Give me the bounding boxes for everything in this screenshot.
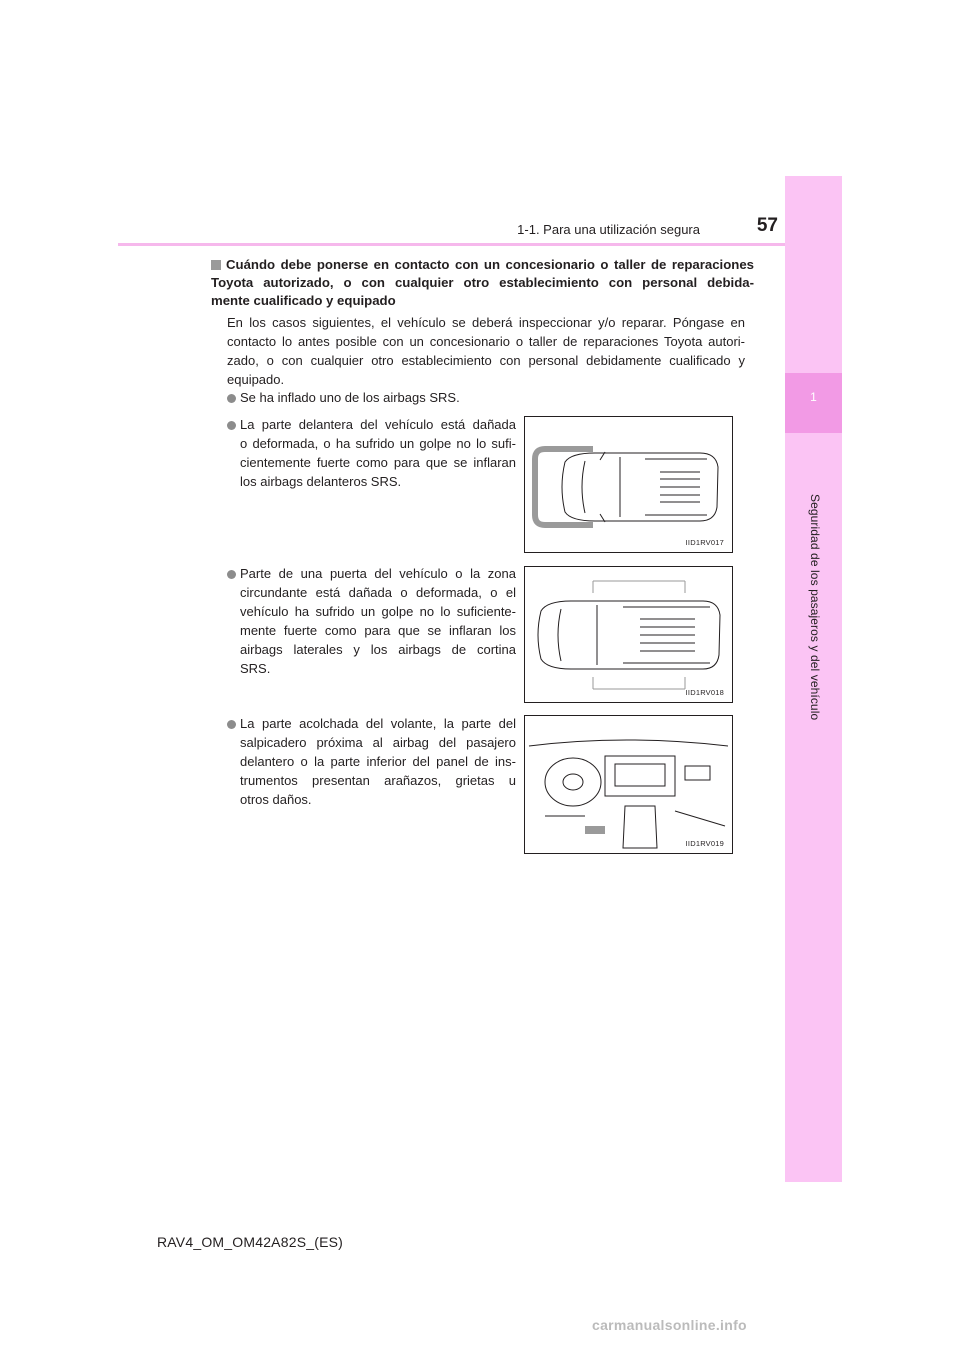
bullet-icon	[227, 570, 236, 579]
bullet-item-3: Parte de una puerta del vehículo o la zona circundante está dañada o deformada, o el vehículo ha sufrido un golpe no lo suficiente- mente fuerte como para que se inflaran los airbags laterales y los airbags de cortina SRS.	[240, 566, 516, 676]
car-top-view-side-icon	[525, 567, 732, 702]
figure-front-impact	[524, 416, 733, 553]
heading-line-1: Cuándo debe ponerse en contacto con un concesionario o taller de reparaciones	[211, 256, 754, 274]
figure-dashboard	[524, 715, 733, 854]
bullet-item-2: La parte delantera del vehículo está dañada o deformada, o ha sufrido un golpe no lo sufi- cientemente fuerte como para que se inflaran los airbags delanteros SRS.	[240, 417, 516, 489]
figure-code: IID1RV017	[685, 538, 724, 547]
chapter-number: 1	[810, 390, 817, 404]
figure-code: IID1RV018	[685, 688, 724, 697]
figure-side-impact	[524, 566, 733, 703]
section-heading	[211, 256, 754, 310]
bullet-icon	[227, 421, 236, 430]
header-rule	[118, 243, 785, 246]
running-header-section: 1-1. Para una utilización segura	[517, 222, 700, 237]
heading-marker-icon	[211, 256, 226, 274]
dashboard-interior-icon	[525, 716, 732, 853]
bullet-icon	[227, 394, 236, 403]
page-number: 57	[756, 215, 778, 236]
watermark: carmanualsonline.info	[592, 1317, 747, 1333]
car-top-view-front-icon	[525, 417, 732, 552]
figure-code: IID1RV019	[685, 839, 724, 848]
bullet-icon	[227, 720, 236, 729]
chapter-title-vertical: Seguridad de los pasajeros y del vehículo	[808, 494, 822, 721]
bullet-item-1: Se ha inflado uno de los airbags SRS.	[240, 390, 460, 405]
intro-paragraph: En los casos siguientes, el vehículo se deberá inspeccionar y/o reparar. Póngase en contacto lo antes posible con un concesionario o taller de reparaciones Toyota autori- zado, o con cualquier otro establecimiento con personal debidamente cualificado y equipado.	[227, 315, 745, 387]
footer-model-code: RAV4_OM_OM42A82S_(ES)	[157, 1234, 344, 1250]
heading-line-2: Toyota autorizado, o con cualquier otro establecimiento con personal debida-	[211, 275, 754, 290]
heading-line-3: mente cualificado y equipado	[211, 293, 396, 308]
bullet-item-4: La parte acolchada del volante, la parte del salpicadero próxima al airbag del pasajero delantero o la parte inferior del panel de ins- trumentos presentan arañazos, grietas u otros daños.	[240, 716, 516, 807]
